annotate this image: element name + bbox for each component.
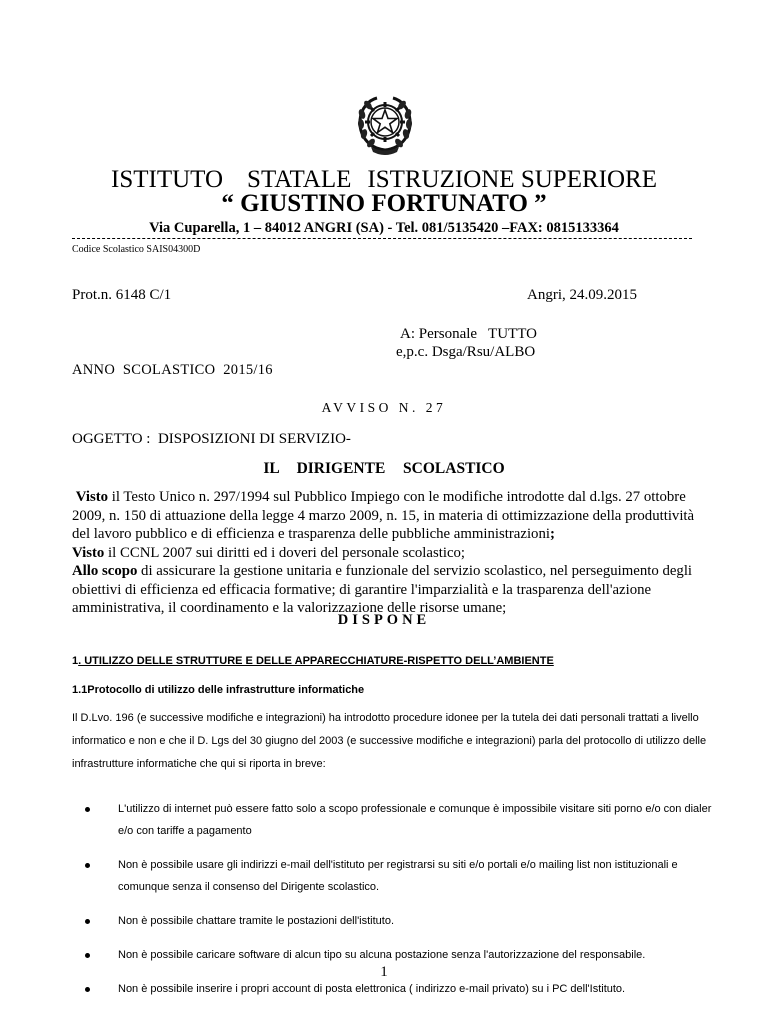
section-1-1-heading: 1.1Protocollo di utilizzo delle infrastrutture informatiche xyxy=(72,684,365,696)
list-item xyxy=(72,910,712,932)
dispone-heading: DISPONE xyxy=(337,612,431,628)
bullet-icon xyxy=(85,953,90,958)
recipient-cc: e,p.c. Dsga/Rsu/ALBO xyxy=(396,344,536,360)
page-number: 1 xyxy=(380,964,388,980)
recipient-main: A: Personale TUTTO xyxy=(400,326,537,342)
section-1-number: 1 xyxy=(72,655,79,667)
visto-paragraph xyxy=(72,488,712,544)
visto-keyword: Visto xyxy=(75,489,109,505)
visto-text: il Testo Unico n. 297/1994 sul Pubblico Impiego con le modifiche introdotte dal d.lgs. 27 ottobre 2009, n. 150 di attuazione della legge 4 marzo 2009, n. 15, in materia di ottimizzazione della produttività del lavoro pubblico e di efficienza e trasparenza delle pubbliche amministrazioni xyxy=(72,489,695,542)
protocol-number: Prot.n. 6148 C/1 xyxy=(72,287,172,303)
visto-end: ; xyxy=(549,526,555,542)
dirigente-heading: IL DIRIGENTE SCOLASTICO xyxy=(263,460,505,477)
bullet-icon xyxy=(85,863,90,868)
italian-republic-emblem-icon xyxy=(355,92,415,156)
scopo-text: di assicurare la gestione unitaria e funzionale del servizio scolastico, nel perseguimento degli obiettivi di efficienza ed efficacia formative; di garantire l'imparzialità e la trasparenza dell'azione amministrativa, il coordinamento e la valorizzazione delle risorse umane; xyxy=(72,563,693,616)
scopo-paragraph xyxy=(72,562,712,618)
header-divider xyxy=(72,238,692,239)
list-item xyxy=(72,798,712,842)
bullet-icon xyxy=(85,987,90,992)
document-date: Angri, 24.09.2015 xyxy=(527,287,637,303)
institute-word: ISTITUTO xyxy=(111,166,224,193)
preamble xyxy=(72,488,712,618)
school-address: Via Cuparella, 1 – 84012 ANGRI (SA) - Tel. 081/5135420 –FAX: 0815133364 xyxy=(149,220,619,236)
list-item-text: Non è possibile caricare software di alcun tipo su alcuna postazione senza l'autorizzazione del responsabile. xyxy=(118,949,646,961)
school-code: Codice Scolastico SAIS04300D xyxy=(72,244,201,255)
intro-paragraph: Il D.Lvo. 196 (e successive modifiche e integrazioni) ha introdotto procedure idonee per la tutela dei dati personali trattati a livello informatico e non e che il D. Lgs del 30 giugno del 2003 (e successive modifiche e integrazioni) parla del protocollo di utilizzo delle infrastrutture informatiche che qui si riporta in breve: xyxy=(72,712,707,770)
visto-ccnl-paragraph xyxy=(72,544,712,563)
list-item-text: Non è possibile usare gli indirizzi e-mail dell'istituto per registrarsi su siti e/o portali e/o mailing list non istituzionali e comunque senza il consenso del Dirigente scolastico. xyxy=(118,859,678,893)
bullet-icon xyxy=(85,919,90,924)
visto-keyword: Visto xyxy=(72,544,105,561)
list-item-text: Non è possibile inserire i propri account di posta elettronica ( indirizzo e-mail privato) su i PC dell'Istituto. xyxy=(118,983,626,995)
school-name: “ GIUSTINO FORTUNATO ” xyxy=(221,190,547,217)
bullet-icon xyxy=(85,807,90,812)
list-item xyxy=(72,944,712,966)
subject-line: OGGETTO : DISPOSIZIONI DI SERVIZIO- xyxy=(72,431,351,447)
institute-word: ISTRUZIONE SUPERIORE xyxy=(367,166,657,193)
list-item xyxy=(72,978,712,1000)
list-item-text: Non è possibile chattare tramite le postazioni dell'istituto. xyxy=(118,915,395,927)
section-1-heading xyxy=(72,655,554,667)
visto-ccnl-text: il CCNL 2007 sui diritti ed i doveri del personale scolastico; xyxy=(104,544,466,561)
list-item-text: L'utilizzo di internet può essere fatto solo a scopo professionale e comunque è impossibile visitare siti porno e/o con dialer e/o con tariffe a pagamento xyxy=(118,803,712,837)
scopo-keyword: Allo scopo xyxy=(72,563,138,579)
school-year: ANNO SCOLASTICO 2015/16 xyxy=(72,362,273,378)
list-item xyxy=(72,854,712,898)
notice-number: AVVISO N. 27 xyxy=(321,400,447,415)
institute-word: STATALE xyxy=(247,166,352,193)
section-1-title: . UTILIZZO DELLE STRUTTURE E DELLE APPARECCHIATURE-RISPETTO DELL’AMBIENTE xyxy=(78,655,554,667)
